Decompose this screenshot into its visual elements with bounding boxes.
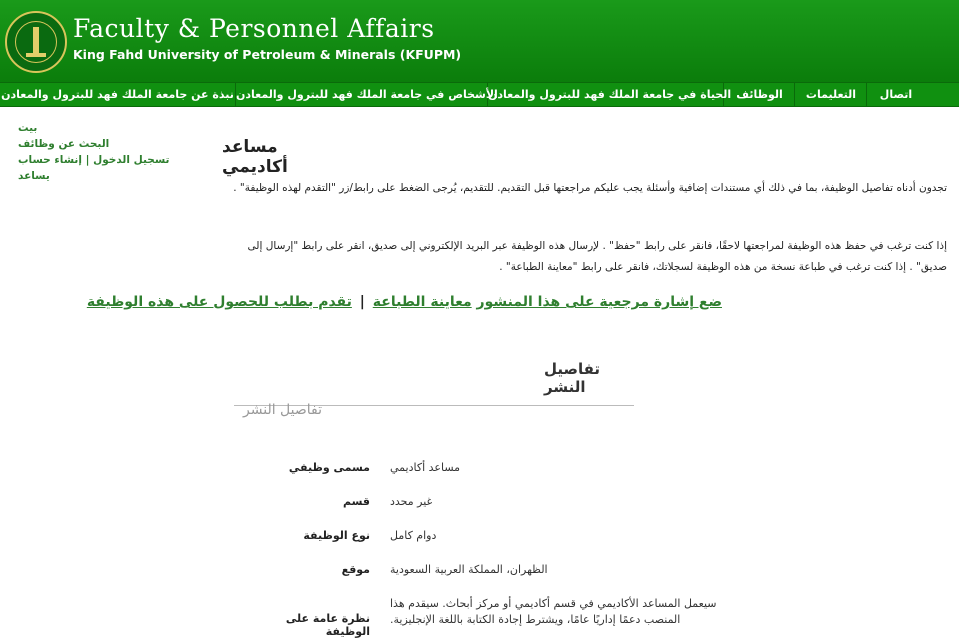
detail-value-job-type: دوام كامل	[390, 529, 437, 542]
print-preview-link[interactable]: معاينة الطباعة	[372, 294, 472, 310]
intro-paragraph: تجدون أدناه تفاصيل الوظيفة، بما في ذلك أي مستندات إضافية وأسئلة يجب عليكم مراجعتها قبل التقديم. للتقديم، يُرجى الضغط على رابط/زر "التقدم لهذه الوظيفة" .	[233, 182, 947, 194]
detail-value-location: الظهران، المملكة العربية السعودية	[390, 563, 548, 576]
detail-value-job-title: مساعد أكاديمي	[390, 461, 461, 474]
main-nav	[0, 82, 959, 107]
sidebar-home-link[interactable]: بيت	[18, 122, 38, 134]
site-header	[0, 0, 959, 82]
site-title: Faculty & Personnel Affairs	[73, 14, 435, 43]
detail-label-job-type: نوع الوظيفة	[303, 529, 370, 542]
apply-link[interactable]: تقدم بطلب للحصول على هذه الوظيفة	[86, 294, 352, 310]
detail-value-department: غير محدد	[390, 495, 433, 508]
action-links	[86, 294, 722, 310]
sidebar-search-jobs-link[interactable]: البحث عن وظائف	[18, 138, 110, 150]
kfupm-logo[interactable]	[5, 11, 67, 73]
link-separator: |	[359, 294, 365, 310]
detail-label-location: موقع	[341, 563, 370, 576]
site-subtitle: King Fahd University of Petroleum & Minerals (KFUPM)	[73, 47, 462, 62]
sidebar-help-link[interactable]: يساعد	[18, 170, 50, 182]
logo-base	[26, 53, 46, 57]
posting-details-subtitle: تفاصيل النشر	[243, 402, 323, 418]
bookmark-link[interactable]: ضع إشارة مرجعية على هذا المنشور	[476, 294, 722, 310]
sidebar	[18, 120, 169, 184]
actions-paragraph: إذا كنت ترغب في حفظ هذه الوظيفة لمراجعتها لاحقًا، فانقر على رابط "حفظ" . لإرسال هذه الوظيفة عبر البريد الإلكتروني إلى صديق، انقر على رابط "إرسال إلى صديق" . إذا كنت ترغب في طباعة نسخة من هذه الوظيفة لسجلاتك، فانقر على رابط "معاينة الطباعة" .	[247, 240, 947, 273]
posting-details-title-text: تفاصيل النشر	[544, 360, 601, 396]
posting-details-title	[234, 360, 634, 406]
nav-contact[interactable]: اتصال	[866, 83, 925, 106]
sidebar-login-link[interactable]: تسجيل الدخول | إنشاء حساب	[18, 154, 170, 166]
nav-about[interactable]: نبذة عن جامعة الملك فهد للبترول والمعادن	[1, 88, 234, 101]
detail-label-department: قسم	[342, 495, 370, 508]
nav-people[interactable]: الأشخاص في جامعة الملك فهد للبترول والمعادن	[235, 83, 488, 106]
detail-value-overview: سيعمل المساعد الأكاديمي في قسم أكاديمي أو مركز أبحاث. سيقدم هذا المنصب دعمًا إداريًا عامًا، ويشترط إجادة الكتابة باللغة الإنجليزية.	[390, 597, 717, 626]
nav-jobs[interactable]: الوظائف	[723, 83, 795, 106]
detail-label-overview: نظرة عامة على الوظيفة	[285, 612, 370, 638]
page-title: مساعد أكاديمي	[222, 137, 288, 177]
nav-life[interactable]: الحياة في جامعة الملك فهد للبترول والمعادن	[487, 83, 724, 106]
nav-help[interactable]: التعليمات	[794, 83, 867, 106]
detail-label-job-title: مسمى وظيفي	[288, 461, 370, 474]
